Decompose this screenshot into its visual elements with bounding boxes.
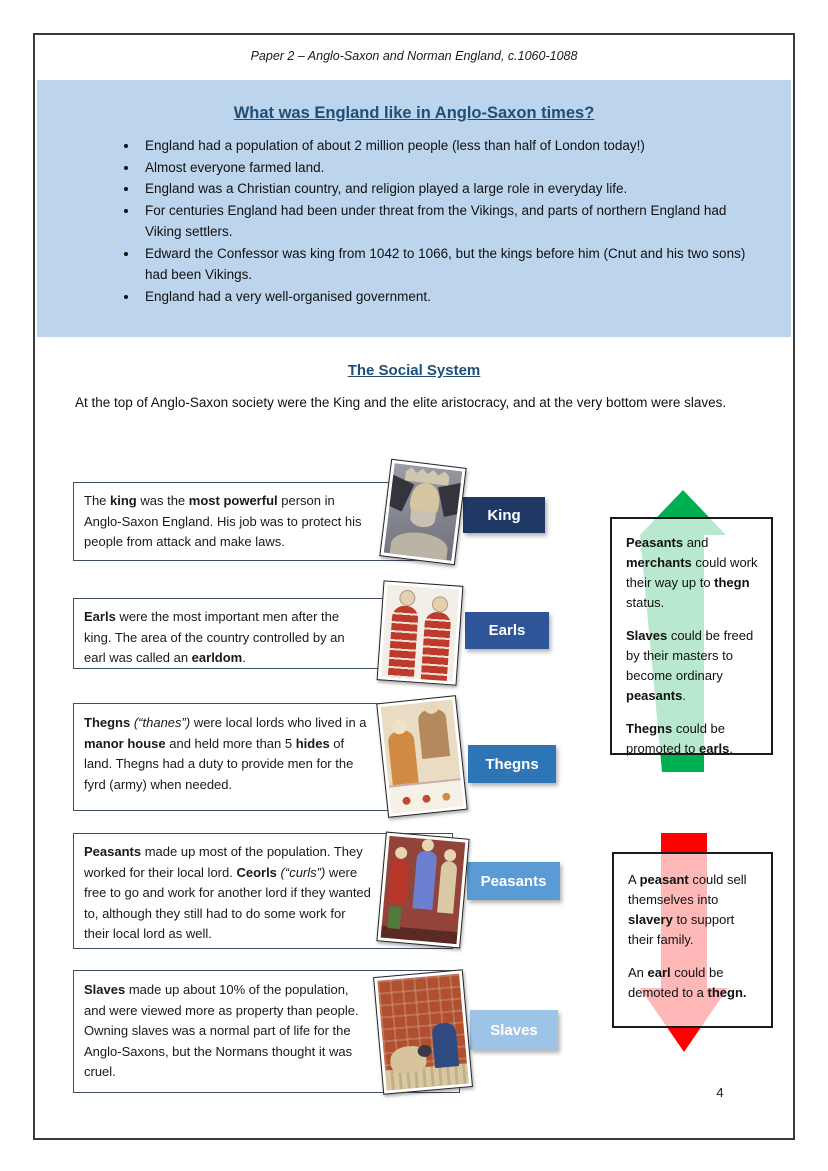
bullet-item: • Almost everyone farmed land.	[139, 157, 764, 179]
bullet-item: • England had a population of about 2 million people (less than half of London today!)	[139, 135, 764, 157]
downward-mobility-paragraph: A peasant could sell themselves into slavery to support their family.	[628, 872, 747, 947]
intro-panel	[37, 80, 791, 337]
page-number: 4	[716, 1085, 724, 1100]
slaves-artwork	[377, 974, 468, 1091]
bullet-item: • England was a Christian country, and religion played a large role in everyday life.	[139, 178, 764, 200]
page-header: Paper 2 – Anglo-Saxon and Norman England, c.1060-1088	[250, 49, 578, 63]
earls-illustration	[377, 580, 464, 685]
bullet-item: • For centuries England had been under threat from the Vikings, and parts of northern England had Viking settlers.	[139, 200, 764, 243]
thegns-label: Thegns	[468, 745, 556, 783]
downward-mobility-box	[612, 852, 773, 1028]
upward-mobility-box	[610, 517, 773, 755]
intro-bullet-list	[119, 135, 764, 307]
social-system-heading: The Social System	[347, 362, 481, 379]
peasants-artwork	[381, 836, 466, 944]
social-system-intro: At the top of Anglo-Saxon society were the King and the elite aristocracy, and at the very bottom were slaves.	[75, 395, 727, 410]
earls-description-text: Earls were the most important men after the king. The area of the country controlled by an earl was called an earldom.	[84, 609, 345, 665]
peasants-label: Peasants	[467, 862, 560, 900]
downward-mobility-paragraph: An earl could be demoted to a thegn.	[628, 965, 747, 1000]
king-description-text: The king was the most powerful person in Anglo-Saxon England. His job was to protect his people from attack and make laws.	[84, 493, 362, 549]
king-illustration	[379, 459, 466, 566]
intro-title: What was England like in Anglo-Saxon times?	[233, 104, 595, 122]
upward-mobility-paragraph: Slaves could be freed by their masters to become ordinary peasants.	[626, 628, 754, 703]
thegns-description-text: Thegns (“thanes”) were local lords who lived in a manor house and held more than 5 hides of land. Thegns had a duty to provide men for the fyrd (army) when needed.	[84, 715, 367, 792]
thegns-illustration	[376, 695, 468, 818]
slaves-illustration	[373, 969, 473, 1094]
king-artwork	[384, 463, 462, 561]
upward-mobility-paragraph: Peasants and merchants could work their way up to thegn status.	[626, 535, 758, 610]
thegns-artwork	[381, 700, 464, 814]
upward-mobility-paragraph: Thegns could be promoted to earls.	[626, 721, 733, 756]
king-label: King	[463, 497, 545, 533]
earls-label: Earls	[465, 612, 549, 649]
earls-artwork	[381, 585, 459, 682]
peasants-illustration	[376, 832, 469, 949]
slaves-label: Slaves	[470, 1010, 558, 1050]
bullet-item: • Edward the Confessor was king from 1042 to 1066, but the kings before him (Cnut and his two sons) had been Vikings.	[139, 243, 764, 286]
slaves-description-text: Slaves made up about 10% of the population, and were viewed more as property than people. Owning slaves was a normal part of life for the Anglo-Saxons, but the Normans thought it was cruel.	[84, 982, 359, 1079]
peasants-description-text: Peasants made up most of the population. They worked for their local lord. Ceorls (“curls”) were free to go and work for another lord if they wanted to, although they still had to do some work for their local lord as well.	[84, 844, 371, 941]
bullet-item: • England had a very well-organised government.	[139, 286, 764, 308]
